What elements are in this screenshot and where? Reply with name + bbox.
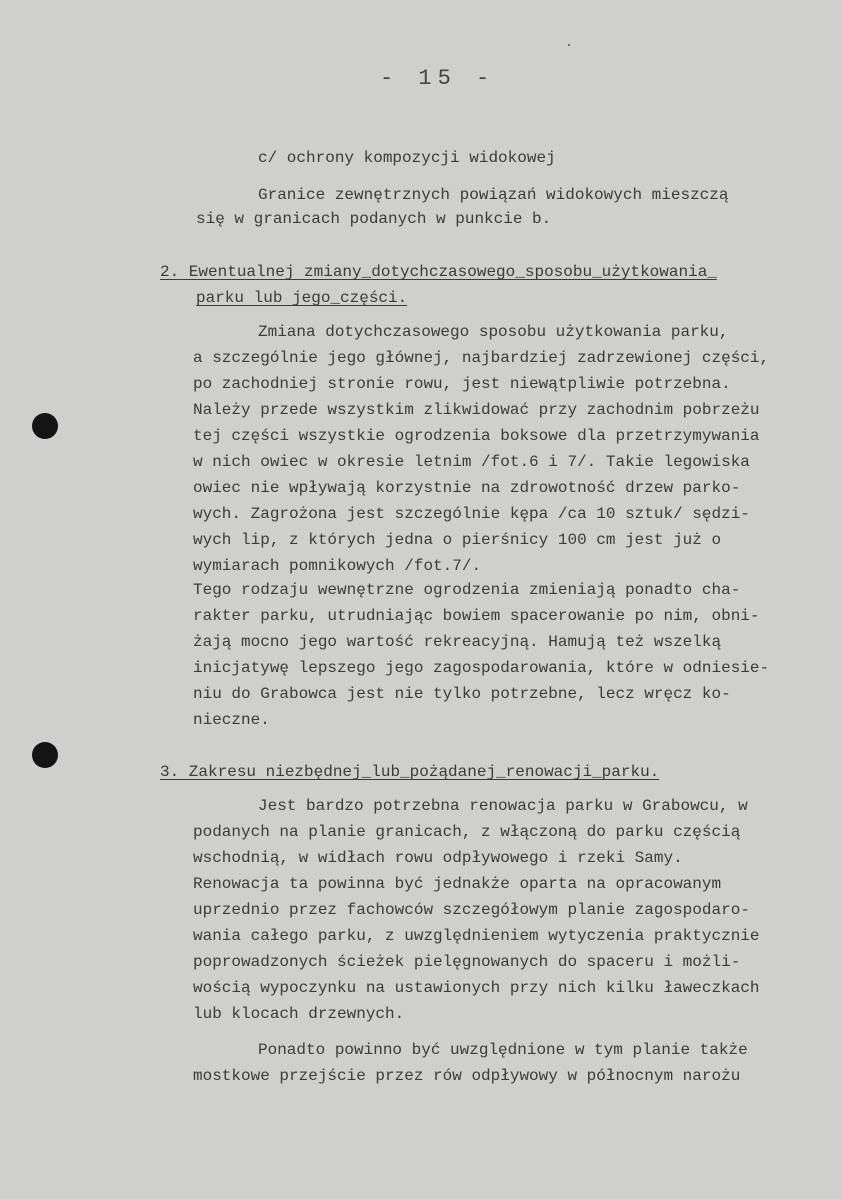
text-line: żają mocno jego wartość rekreacyjną. Hamują też wszelką — [193, 633, 722, 651]
text-line: a szczególnie jego głównej, najbardziej zadrzewionej części, — [193, 349, 770, 367]
subsection-heading: c/ ochrony kompozycji widokowej — [258, 149, 556, 167]
text-line: niu do Grabowca jest nie tylko potrzebne, lecz wręcz ko- — [193, 685, 731, 703]
text-line: Renowacja ta powinna być jednakże oparta na opracowanym — [193, 875, 722, 893]
text-line: mostkowe przejście przez rów odpływowy w północnym narożu — [193, 1067, 741, 1085]
text-line: w nich owiec w okresie letnim /fot.6 i 7/. Takie legowiska — [193, 453, 750, 471]
text-line: Należy przede wszystkim zlikwidować przy zachodnim pobrzeżu — [193, 401, 760, 419]
punch-hole — [32, 413, 58, 439]
text-line: Granice zewnętrznych powiązań widokowych mieszczą — [258, 186, 729, 204]
text-line: uprzednio przez fachowców szczegółowym planie zagospodaro- — [193, 901, 750, 919]
punch-hole — [32, 742, 58, 768]
text-line: wschodnią, w widłach rowu odpływowego i rzeki Samy. — [193, 849, 683, 867]
text-line: Tego rodzaju wewnętrzne ogrodzenia zmieniają ponadto cha- — [193, 581, 741, 599]
section-heading-2: 2. Ewentualnej zmiany_dotychczasowego_sposobu_użytkowania_ — [160, 263, 717, 281]
text-line: lub klocach drzewnych. — [193, 1005, 405, 1023]
text-line: nieczne. — [193, 711, 270, 729]
text-line: Zmiana dotychczasowego sposobu użytkowania parku, — [258, 323, 729, 341]
text-line: wością wypoczynku na ustawionych przy nich kilku ławeczkach — [193, 979, 760, 997]
text-line: wych. Zagrożona jest szczególnie kępa /ca 10 sztuk/ sędzi- — [193, 505, 750, 523]
section-heading-2-cont: parku lub jego_części. — [196, 289, 408, 307]
text-line: Ponadto powinno być uwzględnione w tym planie także — [258, 1041, 748, 1059]
paper-speck — [568, 44, 570, 46]
text-line: poprowadzonych ścieżek pielęgnowanych do spaceru i możli- — [193, 953, 741, 971]
text-line: inicjatywę lepszego jego zagospodarowania, które w odniesie- — [193, 659, 770, 677]
text-line: podanych na planie granicach, z włączoną do parku częścią — [193, 823, 741, 841]
section-heading-3: 3. Zakresu niezbędnej_lub_pożądanej_renowacji_parku. — [160, 763, 660, 781]
page-number: - 15 - — [380, 66, 496, 91]
text-line: wych lip, z których jedna o pierśnicy 100 cm jest już o — [193, 531, 722, 549]
text-line: Jest bardzo potrzebna renowacja parku w Grabowcu, w — [258, 797, 748, 815]
text-line: wania całego parku, z uwzględnieniem wytyczenia praktycznie — [193, 927, 760, 945]
text-line: owiec nie wpływają korzystnie na zdrowotność drzew parko- — [193, 479, 741, 497]
text-line: się w granicach podanych w punkcie b. — [196, 210, 552, 228]
text-line: tej części wszystkie ogrodzenia boksowe dla przetrzymywania — [193, 427, 760, 445]
text-line: rakter parku, utrudniając bowiem spacerowanie po nim, obni- — [193, 607, 760, 625]
text-line: po zachodniej stronie rowu, jest niewątpliwie potrzebna. — [193, 375, 731, 393]
text-line: wymiarach pomnikowych /fot.7/. — [193, 557, 482, 575]
